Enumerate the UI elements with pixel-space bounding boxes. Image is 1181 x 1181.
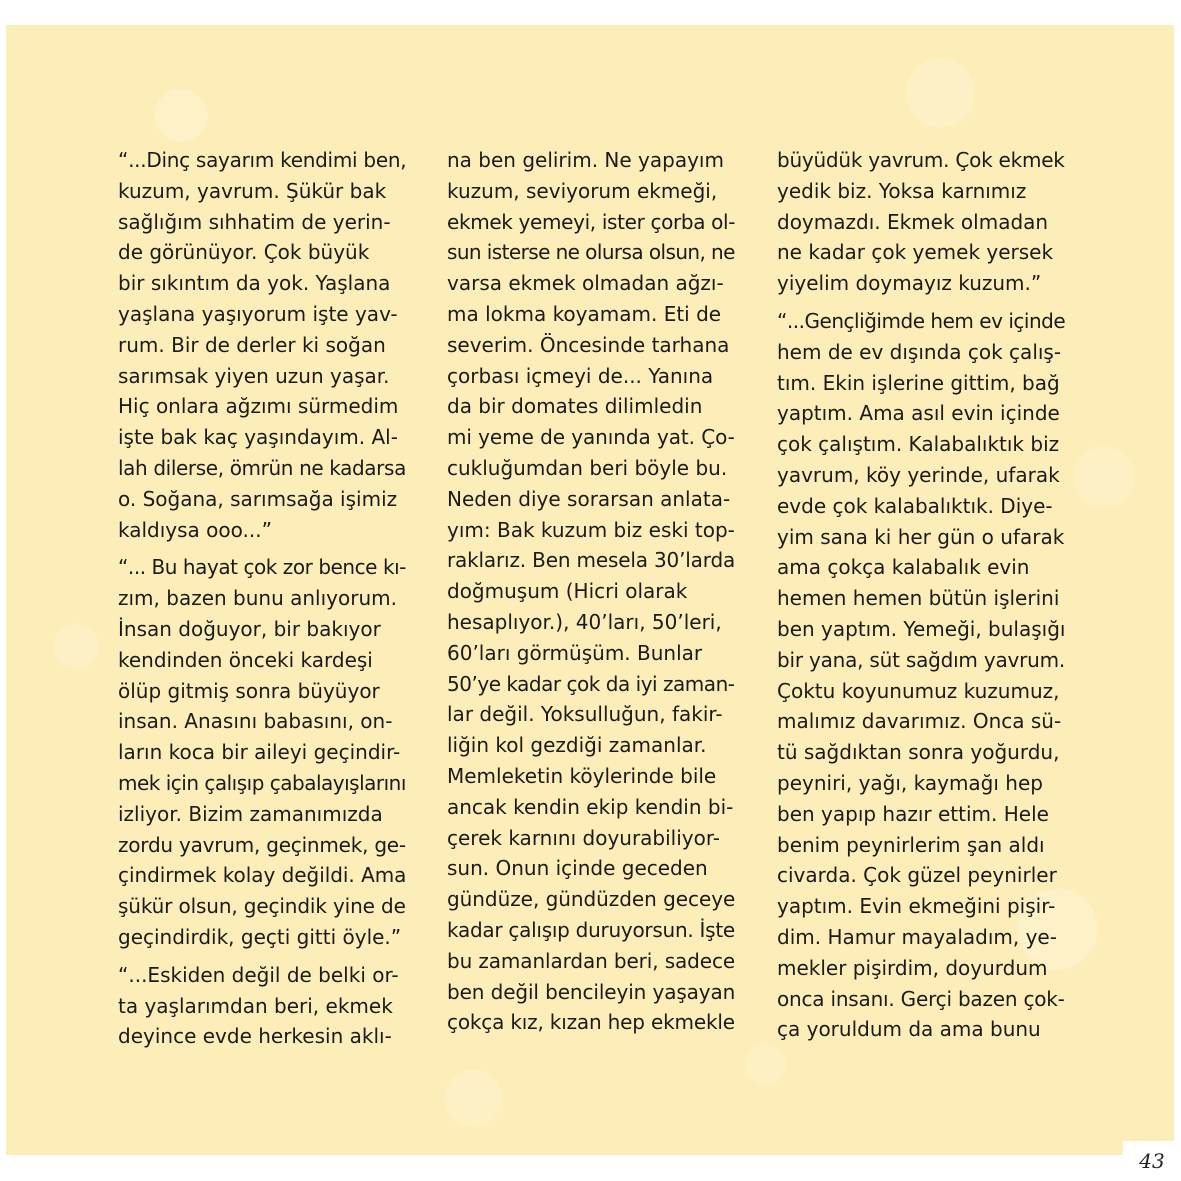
text-line: yedik biz. Yoksa karnımız (777, 178, 1027, 203)
text-line: yim sana ki her gün o ufarak (777, 524, 1065, 549)
text-line: de görünüyor. Çok büyük (118, 240, 370, 265)
text-line: sun. Onun içinde geceden (447, 856, 708, 881)
text-line: mekler pişirdim, doyurdum (777, 955, 1048, 980)
text-line: ta yaşlarımdan beri, ekmek (118, 993, 393, 1018)
text-line: “... Bu hayat çok zor bence kı- (118, 555, 406, 580)
text-line: evde çok kalabalıktık. Diye- (777, 493, 1053, 518)
text-line: ma lokma koyamam. Eti de (447, 301, 722, 326)
text-line: liğin kol gezdiği zamanlar. (447, 733, 707, 758)
text-line: lah dilerse, ömrün ne kadarsa (118, 455, 406, 480)
text-line: sağlığım sıhhatim de yerin- (118, 209, 391, 234)
text-line: raklarız. Ben mesela 30’larda (447, 548, 736, 573)
text-column-1 (118, 145, 406, 1059)
text-line: Çoktu koyunumuz kuzumuz, (777, 678, 1060, 703)
text-line: ancak kendin ekip kendin bi- (447, 794, 734, 819)
text-line: insan. Anasını babasını, on- (118, 709, 393, 734)
text-line: geçindirdik, geçti gitti öyle.” (118, 924, 402, 949)
text-line: lar değil. Yoksulluğun, fakir- (447, 702, 723, 727)
text-line: zordu yavrum, geçinmek, ge- (118, 832, 406, 857)
paragraph (118, 960, 406, 1052)
text-line: çokça kız, kızan hep ekmekle (447, 1010, 735, 1035)
text-line: sun isterse ne olursa olsun, ne (447, 240, 735, 265)
text-line: ların koca bir aileyi geçindir- (118, 740, 401, 765)
text-line: varsa ekmek olmadan ağzı- (447, 271, 724, 296)
text-line: kuzum, yavrum. Şükür bak (118, 178, 387, 203)
text-line: cukluğumdan beri böyle bu. (447, 455, 728, 480)
text-line: yaptım. Evin ekmeğini pişir- (777, 894, 1056, 919)
text-line: 50’ye kadar çok da iyi zaman- (447, 671, 735, 696)
text-line: büyüdük yavrum. Çok ekmek (777, 148, 1065, 172)
text-line: onca insanı. Gerçi bazen çok- (777, 986, 1065, 1011)
text-line: “...Eskiden değil de belki or- (118, 962, 399, 987)
text-line: peyniri, yağı, kaymağı hep (777, 770, 1043, 795)
text-line: ölüp gitmiş sonra büyüyor (118, 678, 380, 703)
text-line: çindirmek kolay değildi. Ama (118, 863, 407, 888)
text-line: çerek karnını doyurabiliyor- (447, 825, 721, 850)
text-line: hesaplıyor.), 40’ları, 50’leri, (447, 609, 722, 634)
text-line: severim. Öncesinde tarhana (447, 332, 730, 357)
text-line: 60’ları görmüşüm. Bunlar (447, 640, 703, 665)
text-line: doymazdı. Ekmek olmadan (777, 209, 1049, 234)
text-line: tım. Ekin işlerine gittim, bağ (777, 370, 1060, 395)
text-line: hemen hemen bütün işlerini (777, 586, 1060, 611)
text-line: kaldıysa ooo...” (118, 517, 272, 542)
text-line: deyince evde herkesin aklı- (118, 1024, 392, 1049)
text-line: “...Dinç sayarım kendimi ben, (118, 148, 407, 172)
text-line: da bir domates dilimledin (447, 394, 703, 419)
text-line: izliyor. Bizim zamanımızda (118, 801, 383, 826)
text-line: na ben gelirim. Ne yapayım (447, 148, 724, 172)
text-line: rum. Bir de derler ki soğan (118, 332, 386, 357)
text-line: kadar çalışıp duruyorsun. İşte (447, 917, 735, 942)
text-line: çok çalıştım. Kalabalıktık biz (777, 432, 1060, 457)
text-column-3 (777, 145, 1065, 1052)
text-line: gündüze, gündüzden geceye (447, 887, 736, 912)
text-line: ben yaptım. Yemeği, bulaşığı (777, 616, 1066, 641)
text-line: bu zamanlardan beri, sadece (447, 948, 736, 973)
text-line: civarda. Çok güzel peynirler (777, 863, 1057, 888)
text-line: yiyelim doymayız kuzum.” (777, 271, 1042, 296)
text-line: doğmuşum (Hicri olarak (447, 579, 688, 604)
text-line: kendinden önceki kardeşi (118, 647, 373, 672)
text-line: ben değil bencileyin yaşayan (447, 979, 736, 1004)
text-line: ça yoruldum da ama bunu (777, 1017, 1041, 1042)
text-line: hem de ev dışında çok çalış- (777, 339, 1062, 364)
text-line: İnsan doğuyor, bir bakıyor (118, 616, 381, 641)
text-line: bir yana, süt sağdım yavrum. (777, 647, 1065, 672)
text-line: bir sıkıntım da yok. Yaşlana (118, 271, 391, 296)
page-number: 43 (1123, 1141, 1181, 1181)
text-line: yavrum, köy yerinde, ufarak (777, 462, 1060, 487)
text-line: mi yeme de yanında yat. Ço- (447, 425, 735, 450)
text-line: dim. Hamur mayaladım, ye- (777, 924, 1057, 949)
text-line: benim peynirlerim şan aldı (777, 832, 1045, 857)
text-line: mek için çalışıp çabalayışlarını (118, 770, 406, 795)
text-line: yım: Bak kuzum biz eski top- (447, 517, 735, 542)
text-line: yaptım. Ama asıl evin içinde (777, 401, 1060, 426)
paragraph (118, 552, 406, 952)
text-line: işte bak kaç yaşındayım. Al- (118, 425, 398, 450)
text-line: şükür olsun, geçindik yine de (118, 894, 406, 919)
text-line: Memleketin köylerinde bile (447, 763, 717, 788)
text-line: kuzum, seviyorum ekmeği, (447, 178, 718, 203)
text-line: sarımsak yiyen uzun yaşar. (118, 363, 390, 388)
book-page (6, 25, 1174, 1155)
paragraph (777, 306, 1065, 1045)
text-line: ne kadar çok yemek yersek (777, 240, 1054, 265)
text-line: Neden diye sorarsan anlata- (447, 486, 731, 511)
text-line: o. Soğana, sarımsağa işimiz (118, 486, 398, 511)
text-line: ekmek yemeyi, ister çorba ol- (447, 209, 736, 234)
paragraph (777, 145, 1065, 299)
text-line: “...Gençliğimde hem ev içinde (777, 308, 1066, 333)
text-line: çorbası içmeyi de... Yanına (447, 363, 714, 388)
paragraph (118, 145, 406, 545)
text-line: zım, bazen bunu anlıyorum. (118, 586, 397, 611)
text-line: yaşlana yaşıyorum işte yav- (118, 301, 398, 326)
text-line: ben yapıp hazır ettim. Hele (777, 801, 1049, 826)
text-line: tü sağdıktan sonra yoğurdu, (777, 740, 1060, 765)
text-line: Hiç onlara ağzımı sürmedim (118, 394, 399, 419)
text-column-2 (447, 145, 735, 1045)
paragraph (447, 145, 735, 1038)
text-line: malımız davarımız. Onca sü- (777, 709, 1062, 734)
text-line: ama çokça kalabalık evin (777, 555, 1030, 580)
